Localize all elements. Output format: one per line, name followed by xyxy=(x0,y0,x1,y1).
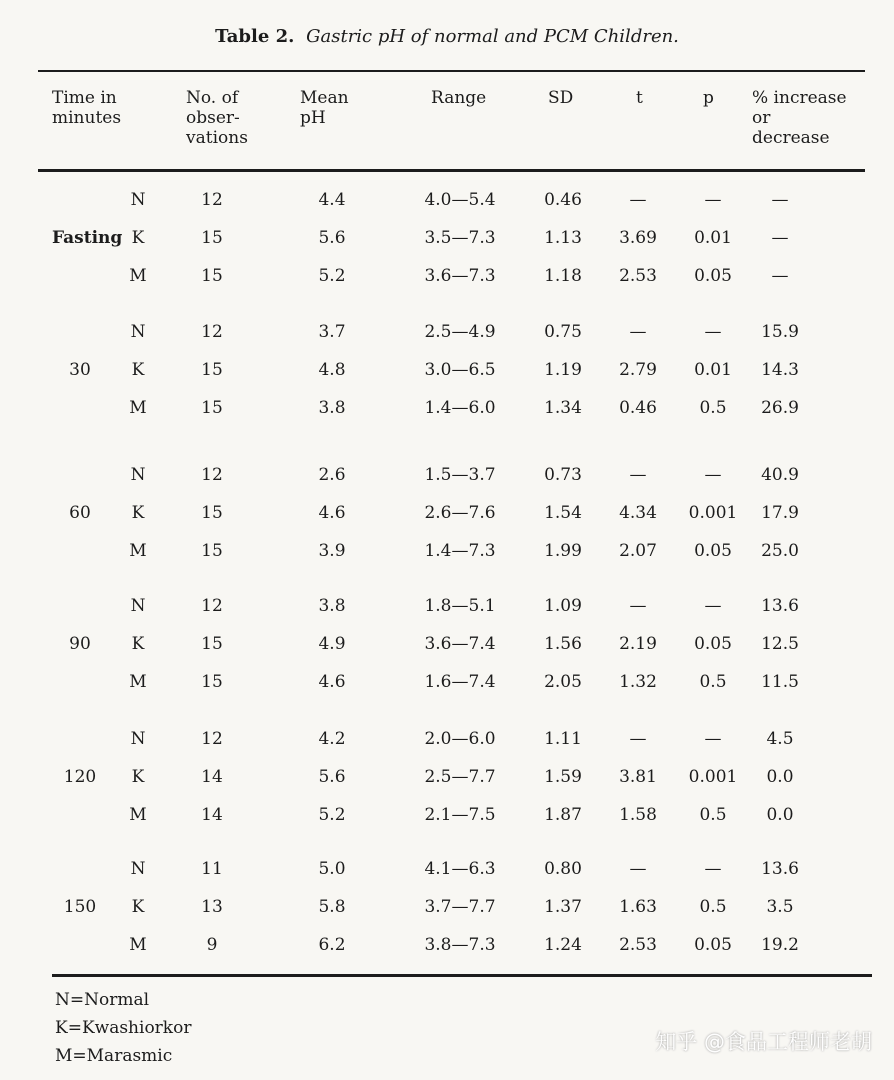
range-cell: 4.0—5.4 xyxy=(424,190,496,210)
p-value-cell: 0.05 xyxy=(694,541,732,561)
header-observations: No. of obser- vations xyxy=(186,88,248,148)
sd-cell: 0.80 xyxy=(544,859,582,879)
sd-cell: 1.18 xyxy=(544,266,582,286)
type-label: N xyxy=(130,190,146,210)
observations-cell: 12 xyxy=(201,465,223,485)
p-value-cell: — xyxy=(704,190,722,210)
percent-change-cell: 13.6 xyxy=(761,859,799,879)
range-cell: 1.4—7.3 xyxy=(424,541,496,561)
range-cell: 3.0—6.5 xyxy=(424,360,496,380)
percent-change-cell: — xyxy=(771,190,789,210)
sd-cell: 1.56 xyxy=(544,634,582,654)
t-value-cell: — xyxy=(629,190,647,210)
mean-ph-cell: 5.8 xyxy=(318,897,346,917)
mean-ph-cell: 4.6 xyxy=(318,503,346,523)
observations-cell: 14 xyxy=(201,805,223,825)
mean-ph-cell: 2.6 xyxy=(318,465,346,485)
type-label: K xyxy=(131,503,145,523)
time-group-label: 90 xyxy=(69,634,91,654)
t-value-cell: 3.69 xyxy=(619,228,657,248)
observations-cell: 12 xyxy=(201,729,223,749)
observations-cell: 9 xyxy=(206,935,218,955)
t-value-cell: 1.63 xyxy=(619,897,657,917)
mean-ph-cell: 3.9 xyxy=(318,541,346,561)
sd-cell: 1.19 xyxy=(544,360,582,380)
type-label: K xyxy=(131,634,145,654)
p-value-cell: 0.5 xyxy=(699,672,727,692)
mean-ph-cell: 5.6 xyxy=(318,228,346,248)
t-value-cell: 1.32 xyxy=(619,672,657,692)
observations-cell: 15 xyxy=(201,541,223,561)
observations-cell: 15 xyxy=(201,398,223,418)
legend-normal: N=Normal xyxy=(55,990,150,1010)
observations-cell: 15 xyxy=(201,634,223,654)
type-label: K xyxy=(131,360,145,380)
t-value-cell: 2.19 xyxy=(619,634,657,654)
header-rule xyxy=(38,169,865,172)
p-value-cell: 0.5 xyxy=(699,897,727,917)
header-mean-ph: Mean pH xyxy=(300,88,349,128)
percent-change-cell: 14.3 xyxy=(761,360,799,380)
p-value-cell: 0.05 xyxy=(694,266,732,286)
p-value-cell: 0.05 xyxy=(694,935,732,955)
mean-ph-cell: 6.2 xyxy=(318,935,346,955)
range-cell: 2.6—7.6 xyxy=(424,503,496,523)
observations-cell: 13 xyxy=(201,897,223,917)
time-group-label: 150 xyxy=(63,897,97,917)
percent-change-cell: 13.6 xyxy=(761,596,799,616)
observations-cell: 15 xyxy=(201,503,223,523)
sd-cell: 1.54 xyxy=(544,503,582,523)
sd-cell: 1.99 xyxy=(544,541,582,561)
observations-cell: 14 xyxy=(201,767,223,787)
header-range: Range xyxy=(431,88,487,108)
watermark: 知乎 @食品工程师老胡 xyxy=(655,1030,872,1054)
time-group-label: 60 xyxy=(69,503,91,523)
observations-cell: 12 xyxy=(201,190,223,210)
t-value-cell: 4.34 xyxy=(619,503,657,523)
sd-cell: 1.37 xyxy=(544,897,582,917)
sd-cell: 1.09 xyxy=(544,596,582,616)
header-sd: SD xyxy=(548,88,574,108)
sd-cell: 1.13 xyxy=(544,228,582,248)
mean-ph-cell: 4.8 xyxy=(318,360,346,380)
t-value-cell: 0.46 xyxy=(619,398,657,418)
mean-ph-cell: 5.6 xyxy=(318,767,346,787)
type-label: N xyxy=(130,859,146,879)
mean-ph-cell: 4.9 xyxy=(318,634,346,654)
percent-change-cell: — xyxy=(771,228,789,248)
percent-change-cell: 17.9 xyxy=(761,503,799,523)
p-value-cell: 0.5 xyxy=(699,398,727,418)
header-p: p xyxy=(703,88,714,108)
sd-cell: 0.73 xyxy=(544,465,582,485)
type-label: M xyxy=(129,805,147,825)
range-cell: 3.8—7.3 xyxy=(424,935,496,955)
observations-cell: 11 xyxy=(201,859,223,879)
p-value-cell: — xyxy=(704,729,722,749)
range-cell: 1.6—7.4 xyxy=(424,672,496,692)
type-label: M xyxy=(129,672,147,692)
range-cell: 1.5—3.7 xyxy=(424,465,496,485)
type-label: M xyxy=(129,935,147,955)
p-value-cell: — xyxy=(704,322,722,342)
percent-change-cell: 40.9 xyxy=(761,465,799,485)
sd-cell: 0.46 xyxy=(544,190,582,210)
type-label: N xyxy=(130,322,146,342)
top-rule xyxy=(38,70,865,72)
type-label: M xyxy=(129,266,147,286)
mean-ph-cell: 4.6 xyxy=(318,672,346,692)
p-value-cell: 0.05 xyxy=(694,634,732,654)
range-cell: 2.5—4.9 xyxy=(424,322,496,342)
observations-cell: 15 xyxy=(201,266,223,286)
percent-change-cell: 4.5 xyxy=(766,729,794,749)
header-percent-change: % increase or decrease xyxy=(752,88,847,148)
observations-cell: 15 xyxy=(201,228,223,248)
range-cell: 3.5—7.3 xyxy=(424,228,496,248)
range-cell: 1.4—6.0 xyxy=(424,398,496,418)
t-value-cell: 2.79 xyxy=(619,360,657,380)
type-label: M xyxy=(129,398,147,418)
table-title: Gastric pH of normal and PCM Children. xyxy=(306,26,679,47)
sd-cell: 1.59 xyxy=(544,767,582,787)
mean-ph-cell: 3.8 xyxy=(318,596,346,616)
header-time: Time in minutes xyxy=(52,88,122,128)
legend-marasmic: M=Marasmic xyxy=(55,1046,173,1066)
t-value-cell: 1.58 xyxy=(619,805,657,825)
header-t: t xyxy=(636,88,643,108)
percent-change-cell: — xyxy=(771,266,789,286)
time-group-label: Fasting xyxy=(52,228,123,248)
percent-change-cell: 3.5 xyxy=(766,897,794,917)
range-cell: 3.6—7.4 xyxy=(424,634,496,654)
p-value-cell: — xyxy=(704,465,722,485)
p-value-cell: 0.01 xyxy=(694,228,732,248)
percent-change-cell: 0.0 xyxy=(766,767,794,787)
time-group-label: 120 xyxy=(63,767,97,787)
sd-cell: 1.34 xyxy=(544,398,582,418)
table-caption xyxy=(0,26,894,47)
t-value-cell: 3.81 xyxy=(619,767,657,787)
mean-ph-cell: 5.2 xyxy=(318,805,346,825)
sd-cell: 1.87 xyxy=(544,805,582,825)
t-value-cell: — xyxy=(629,859,647,879)
p-value-cell: — xyxy=(704,859,722,879)
t-value-cell: 2.53 xyxy=(619,935,657,955)
p-value-cell: — xyxy=(704,596,722,616)
percent-change-cell: 0.0 xyxy=(766,805,794,825)
range-cell: 2.1—7.5 xyxy=(424,805,496,825)
sd-cell: 1.11 xyxy=(544,729,582,749)
t-value-cell: 2.53 xyxy=(619,266,657,286)
percent-change-cell: 11.5 xyxy=(761,672,799,692)
type-label: M xyxy=(129,541,147,561)
percent-change-cell: 12.5 xyxy=(761,634,799,654)
t-value-cell: — xyxy=(629,322,647,342)
bottom-rule xyxy=(52,974,872,977)
type-label: N xyxy=(130,729,146,749)
type-label: K xyxy=(131,767,145,787)
percent-change-cell: 26.9 xyxy=(761,398,799,418)
mean-ph-cell: 5.0 xyxy=(318,859,346,879)
p-value-cell: 0.01 xyxy=(694,360,732,380)
mean-ph-cell: 3.8 xyxy=(318,398,346,418)
range-cell: 2.5—7.7 xyxy=(424,767,496,787)
mean-ph-cell: 3.7 xyxy=(318,322,346,342)
range-cell: 3.7—7.7 xyxy=(424,897,496,917)
p-value-cell: 0.001 xyxy=(688,503,738,523)
observations-cell: 12 xyxy=(201,596,223,616)
t-value-cell: 2.07 xyxy=(619,541,657,561)
range-cell: 4.1—6.3 xyxy=(424,859,496,879)
t-value-cell: — xyxy=(629,596,647,616)
mean-ph-cell: 4.4 xyxy=(318,190,346,210)
observations-cell: 15 xyxy=(201,360,223,380)
t-value-cell: — xyxy=(629,465,647,485)
time-group-label: 30 xyxy=(69,360,91,380)
t-value-cell: — xyxy=(629,729,647,749)
range-cell: 2.0—6.0 xyxy=(424,729,496,749)
type-label: N xyxy=(130,596,146,616)
sd-cell: 2.05 xyxy=(544,672,582,692)
range-cell: 1.8—5.1 xyxy=(424,596,496,616)
sd-cell: 1.24 xyxy=(544,935,582,955)
observations-cell: 15 xyxy=(201,672,223,692)
observations-cell: 12 xyxy=(201,322,223,342)
percent-change-cell: 15.9 xyxy=(761,322,799,342)
legend-kwashiorkor: K=Kwashiorkor xyxy=(55,1018,192,1038)
p-value-cell: 0.5 xyxy=(699,805,727,825)
table-label: Table 2. xyxy=(215,26,295,47)
percent-change-cell: 25.0 xyxy=(761,541,799,561)
type-label: N xyxy=(130,465,146,485)
type-label: K xyxy=(131,228,145,248)
range-cell: 3.6—7.3 xyxy=(424,266,496,286)
type-label: K xyxy=(131,897,145,917)
mean-ph-cell: 4.2 xyxy=(318,729,346,749)
p-value-cell: 0.001 xyxy=(688,767,738,787)
mean-ph-cell: 5.2 xyxy=(318,266,346,286)
sd-cell: 0.75 xyxy=(544,322,582,342)
percent-change-cell: 19.2 xyxy=(761,935,799,955)
